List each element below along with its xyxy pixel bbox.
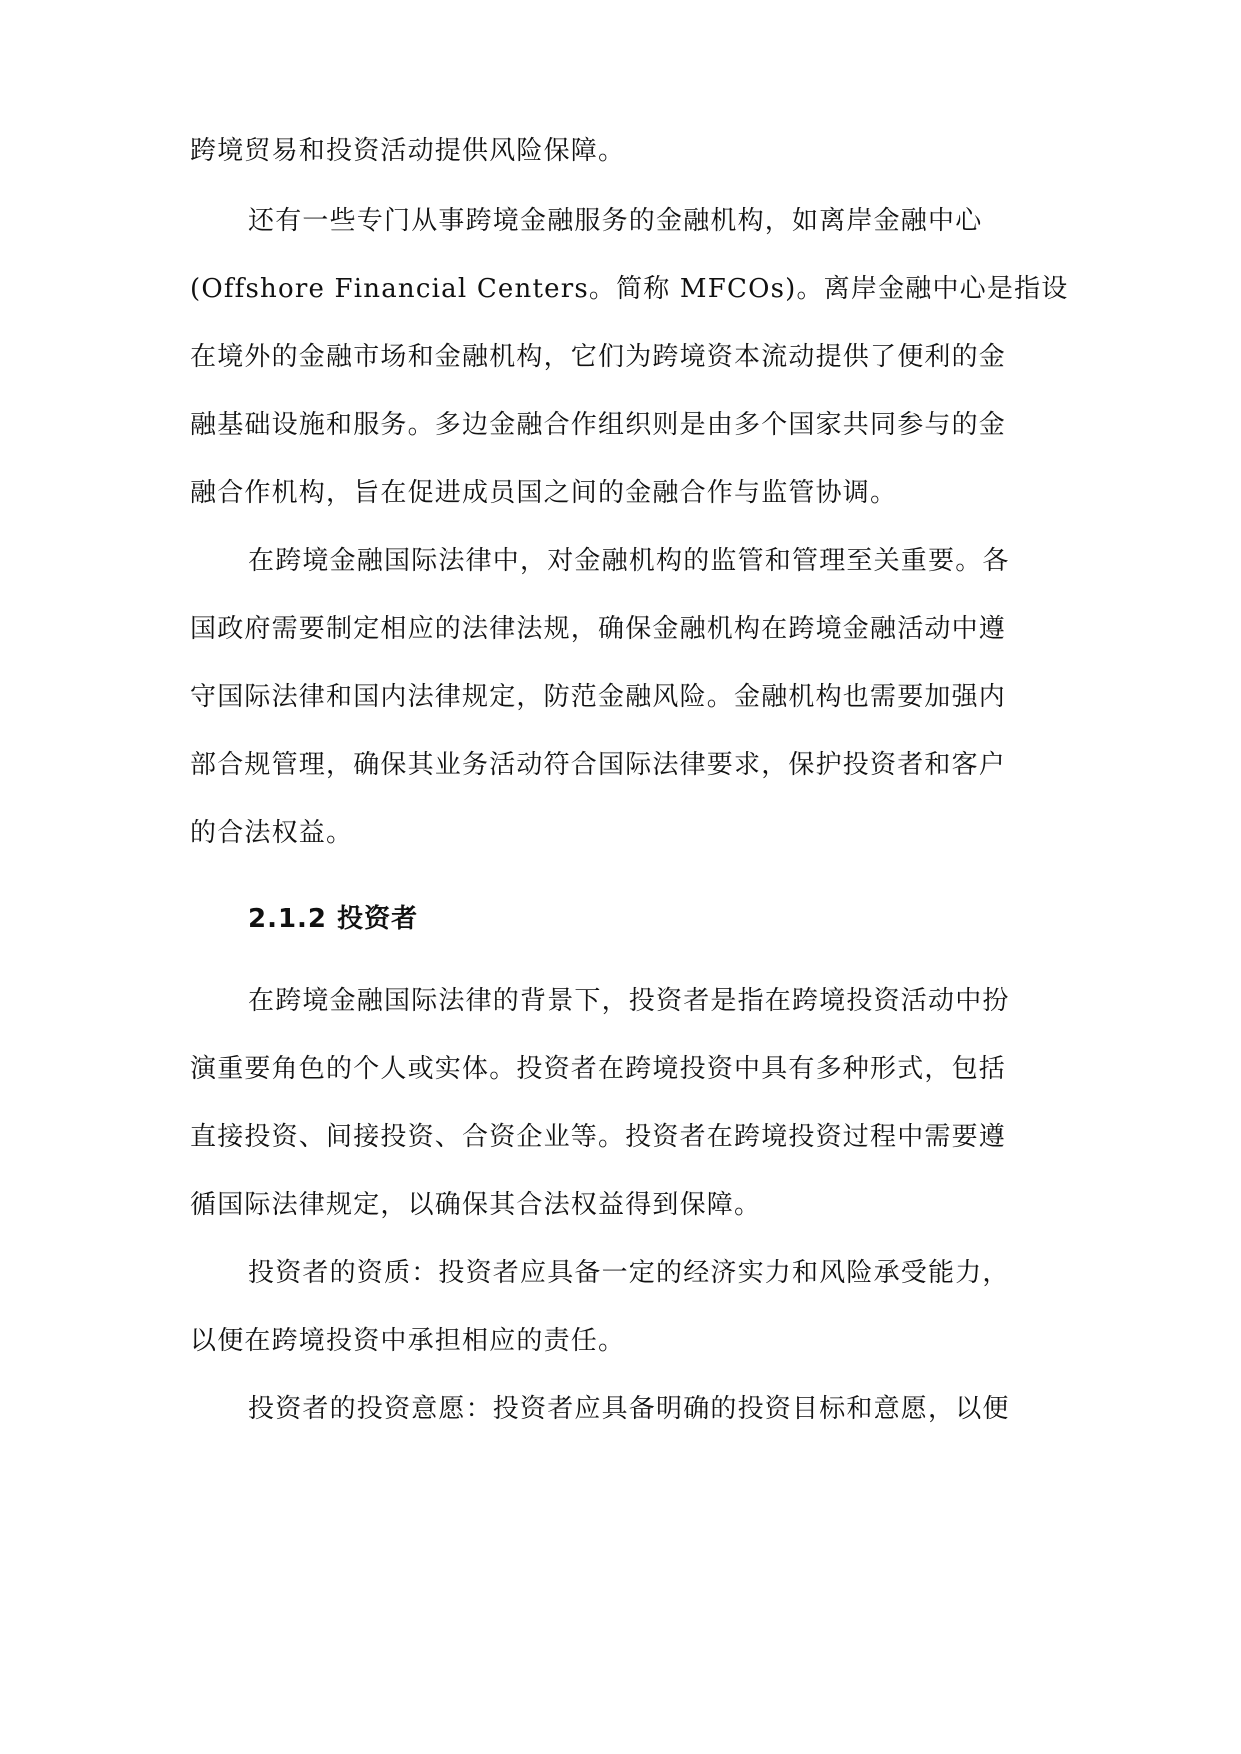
paragraph-line: 直接投资、间接投资、合资企业等。投资者在跨境投资过程中需要遵 <box>190 1122 1007 1152</box>
paragraph-line: 的合法权益。 <box>190 818 354 848</box>
paragraph-line: (Offshore Financial Centers。简称 MFCOs)。离岸金融中心是指设 <box>190 274 1069 304</box>
paragraph-line: 投资者的投资意愿：投资者应具备明确的投资目标和意愿，以便 <box>248 1394 1010 1424</box>
paragraph-line: 部合规管理，确保其业务活动符合国际法律要求，保护投资者和客户 <box>190 750 1007 780</box>
paragraph-line: 守国际法律和国内法律规定，防范金融风险。金融机构也需要加强内 <box>190 682 1007 712</box>
section-heading: 2.1.2 投资者 <box>248 904 419 934</box>
paragraph-line: 在境外的金融市场和金融机构，它们为跨境资本流动提供了便利的金 <box>190 342 1007 372</box>
paragraph-line: 循国际法律规定，以确保其合法权益得到保障。 <box>190 1190 762 1220</box>
paragraph-line: 演重要角色的个人或实体。投资者在跨境投资中具有多种形式，包括 <box>190 1054 1007 1084</box>
paragraph-line: 融基础设施和服务。多边金融合作组织则是由多个国家共同参与的金 <box>190 410 1007 440</box>
paragraph-line: 还有一些专门从事跨境金融服务的金融机构，如离岸金融中心 <box>248 206 983 236</box>
paragraph-line: 跨境贸易和投资活动提供风险保障。 <box>190 136 626 166</box>
paragraph-line: 国政府需要制定相应的法律法规，确保金融机构在跨境金融活动中遵 <box>190 614 1007 644</box>
paragraph-line: 在跨境金融国际法律的背景下，投资者是指在跨境投资活动中扮 <box>248 986 1010 1016</box>
paragraph-line: 融合作机构，旨在促进成员国之间的金融合作与监管协调。 <box>190 478 898 508</box>
paragraph-line: 在跨境金融国际法律中，对金融机构的监管和管理至关重要。各 <box>248 546 1010 576</box>
paragraph-line: 投资者的资质：投资者应具备一定的经济实力和风险承受能力， <box>248 1258 1010 1288</box>
paragraph-line: 以便在跨境投资中承担相应的责任。 <box>190 1326 626 1356</box>
